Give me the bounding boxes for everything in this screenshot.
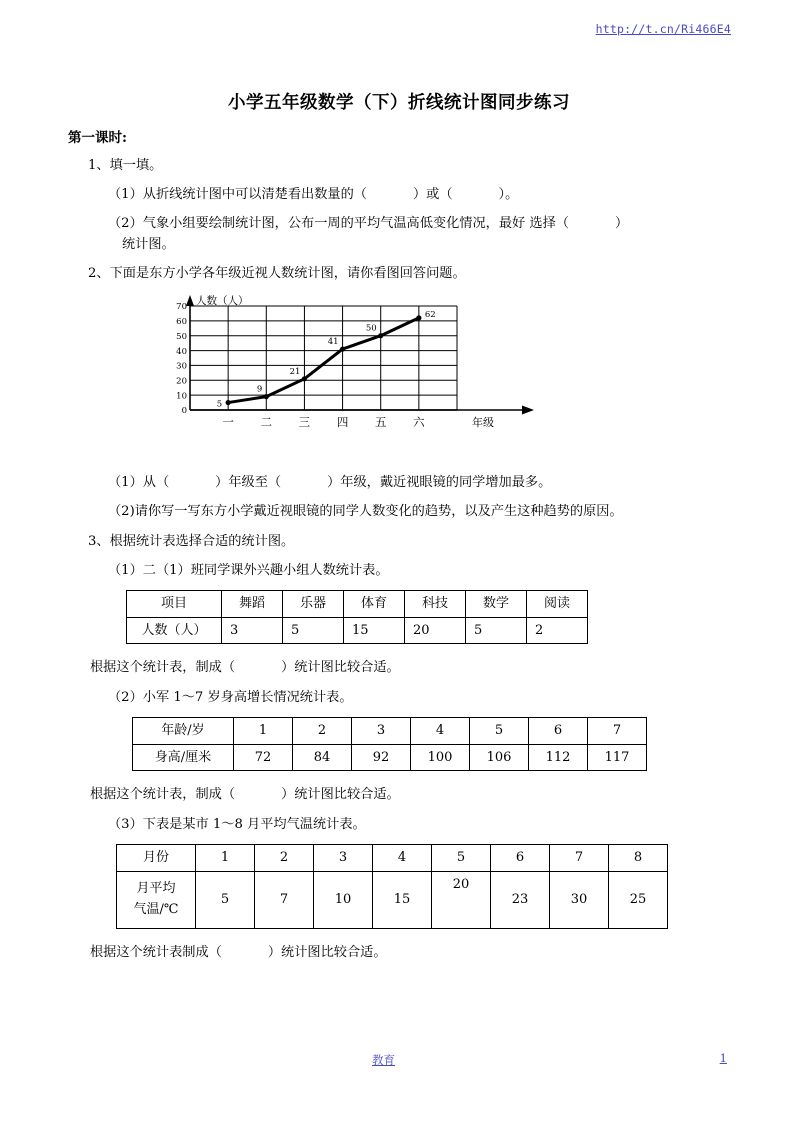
table3-col-3: 4 xyxy=(373,845,432,872)
table3-col-6: 7 xyxy=(550,845,609,872)
svg-text:70: 70 xyxy=(176,302,187,313)
question-3-3-title: （3）下表是某市 1～8 月平均气温统计表。 xyxy=(108,816,366,832)
chart-gridlines xyxy=(190,306,457,410)
table3-col-5: 6 xyxy=(491,845,550,872)
question-2-1-part-b: ）年级至（ xyxy=(215,474,282,490)
question-1-2 xyxy=(68,214,730,255)
table1-col-5: 阅读 xyxy=(527,591,588,618)
page-number: 1 xyxy=(719,1051,727,1065)
question-3-1-conclusion xyxy=(68,658,730,678)
question-1-2-part-b: ） xyxy=(614,216,629,232)
question-2-1 xyxy=(68,473,730,493)
table3-value-1: 7 xyxy=(255,871,314,928)
question-3-3-conclusion xyxy=(68,943,730,963)
q3-1-concl-a: 根据这个统计表，制成（ xyxy=(90,660,236,676)
footer-link[interactable]: 教育 xyxy=(372,1053,395,1067)
table-row xyxy=(127,617,588,644)
eyesight-line-chart xyxy=(172,293,544,441)
table-row xyxy=(127,591,588,618)
table3-value-6: 30 xyxy=(550,871,609,928)
table3-row-label-1b: 气温/℃ xyxy=(133,901,179,917)
monthly-temperature-table xyxy=(116,844,668,929)
question-2-heading: 2、下面是东方小学各年级近视人数统计图，请你看图回答问题。 xyxy=(88,266,466,282)
table3-row-label-1a: 月平均 xyxy=(136,880,176,896)
q3-3-concl-a: 根据这个统计表制成（ xyxy=(90,944,222,960)
question-3-2-conclusion xyxy=(68,785,730,805)
question-1-1-part-a: （1）从折线统计图中可以清楚看出数量的（ xyxy=(108,186,367,202)
table-row xyxy=(117,845,668,872)
table2-col-1: 2 xyxy=(293,718,352,745)
table1-col-1: 乐器 xyxy=(283,591,344,618)
q3-2-concl-a: 根据这个统计表，制成（ xyxy=(90,787,236,803)
chart-x-axis-label: 年级 xyxy=(472,415,494,429)
table3-col-4: 5 xyxy=(432,845,491,872)
svg-text:40: 40 xyxy=(176,346,187,357)
table2-value-6: 117 xyxy=(588,744,647,771)
table-row xyxy=(133,744,647,771)
table2-row-label-0: 年龄/岁 xyxy=(133,718,234,745)
table3-col-2: 3 xyxy=(314,845,373,872)
document-body xyxy=(68,92,730,972)
chart-x-axis-arrow xyxy=(522,405,534,414)
svg-text:50: 50 xyxy=(365,323,377,334)
table2-col-2: 3 xyxy=(352,718,411,745)
chart-y-axis-label: 人数（人） xyxy=(196,294,249,307)
svg-text:0: 0 xyxy=(181,406,187,417)
svg-text:62: 62 xyxy=(424,309,436,320)
table2-row-label-1: 身高/厘米 xyxy=(133,744,234,771)
table2-col-0: 1 xyxy=(234,718,293,745)
svg-text:六: 六 xyxy=(413,414,425,429)
table3-value-4: 20 xyxy=(432,871,491,928)
table2-value-5: 112 xyxy=(529,744,588,771)
q3-3-concl-b: ）统计图比较合适。 xyxy=(267,944,387,960)
table2-value-3: 100 xyxy=(411,744,470,771)
svg-text:21: 21 xyxy=(289,366,301,377)
table1-row-label-1: 人数（人） xyxy=(127,617,222,644)
table3-value-7: 25 xyxy=(609,871,668,928)
svg-text:5: 5 xyxy=(216,399,223,410)
question-1-1-part-b: ）或（ xyxy=(412,186,453,202)
table1-value-4: 5 xyxy=(466,617,527,644)
svg-text:9: 9 xyxy=(256,384,263,395)
svg-text:50: 50 xyxy=(176,331,187,342)
table3-row-label-0: 月份 xyxy=(117,845,196,872)
table1-value-1: 5 xyxy=(283,617,344,644)
q3-1-concl-b: ）统计图比较合适。 xyxy=(281,660,400,676)
question-2-1-part-c: ）年级，戴近视眼镜的同学增加最多。 xyxy=(327,474,552,490)
table3-col-7: 8 xyxy=(609,845,668,872)
table3-value-3: 15 xyxy=(373,871,432,928)
svg-text:20: 20 xyxy=(176,376,187,387)
chart-svg xyxy=(172,293,544,441)
page-title: 小学五年级数学（下）折线统计图同步练习 xyxy=(228,93,570,113)
svg-text:60: 60 xyxy=(176,316,187,327)
question-1-2-part-a: （2）气象小组要绘制统计图，公布一周的平均气温高低变化情况，最好 选择（ xyxy=(108,216,569,232)
height-growth-table xyxy=(132,717,647,771)
table1-col-4: 数学 xyxy=(466,591,527,618)
question-3-heading: 3、根据统计表选择合适的统计图。 xyxy=(88,533,295,549)
chart-x-tick-labels xyxy=(222,415,425,429)
question-1-1 xyxy=(68,185,730,205)
question-1-2-part-c: 统计图。 xyxy=(122,236,175,252)
table1-col-3: 科技 xyxy=(405,591,466,618)
svg-text:一: 一 xyxy=(222,414,234,429)
svg-text:四: 四 xyxy=(336,414,349,429)
table1-value-0: 3 xyxy=(222,617,283,644)
chart-y-axis-arrow xyxy=(186,295,194,306)
q3-2-concl-b: ）统计图比较合适。 xyxy=(281,787,400,803)
svg-text:10: 10 xyxy=(176,391,187,402)
table3-value-0: 5 xyxy=(196,871,255,928)
table3-row-label-1 xyxy=(117,871,196,928)
table2-col-5: 6 xyxy=(529,718,588,745)
table1-value-5: 2 xyxy=(527,617,588,644)
chart-y-tick-labels xyxy=(176,302,187,416)
table2-value-1: 84 xyxy=(293,744,352,771)
table3-value-5: 23 xyxy=(491,871,550,928)
table3-col-1: 2 xyxy=(255,845,314,872)
table1-value-3: 20 xyxy=(405,617,466,644)
table1-row-label-0: 项目 xyxy=(127,591,222,618)
table2-value-0: 72 xyxy=(234,744,293,771)
table2-value-2: 92 xyxy=(352,744,411,771)
svg-text:五: 五 xyxy=(374,414,387,429)
table-row xyxy=(133,718,647,745)
table2-value-4: 106 xyxy=(470,744,529,771)
table2-col-4: 5 xyxy=(470,718,529,745)
question-1-1-part-c: ）。 xyxy=(498,186,519,202)
question-2-1-part-a: （1）从（ xyxy=(108,474,170,490)
question-1-heading: 1、填一填。 xyxy=(88,157,163,173)
table-row xyxy=(117,871,668,928)
question-2-2: （2)请你写一写东方小学戴近视眼镜的同学人数变化的趋势，以及产生这种趋势的原因。 xyxy=(108,504,623,520)
svg-text:三: 三 xyxy=(298,414,311,429)
table1-value-2: 15 xyxy=(344,617,405,644)
lesson-label: 第一课时: xyxy=(68,129,127,146)
interest-group-table xyxy=(126,590,588,644)
svg-text:二: 二 xyxy=(260,414,273,429)
svg-text:30: 30 xyxy=(176,361,187,372)
table3-value-2: 10 xyxy=(314,871,373,928)
svg-text:41: 41 xyxy=(327,337,339,348)
question-3-1-title: （1）二（1）班同学课外兴趣小组人数统计表。 xyxy=(108,562,389,578)
source-url-link[interactable]: http://t.cn/Ri466E4 xyxy=(595,22,731,36)
question-3-2-title: （2）小军 1～7 岁身高增长情况统计表。 xyxy=(108,689,353,705)
table2-col-6: 7 xyxy=(588,718,647,745)
table2-col-3: 4 xyxy=(411,718,470,745)
table1-col-2: 体育 xyxy=(344,591,405,618)
table1-col-0: 舞蹈 xyxy=(222,591,283,618)
line-chart-container xyxy=(68,293,730,445)
table3-col-0: 1 xyxy=(196,845,255,872)
